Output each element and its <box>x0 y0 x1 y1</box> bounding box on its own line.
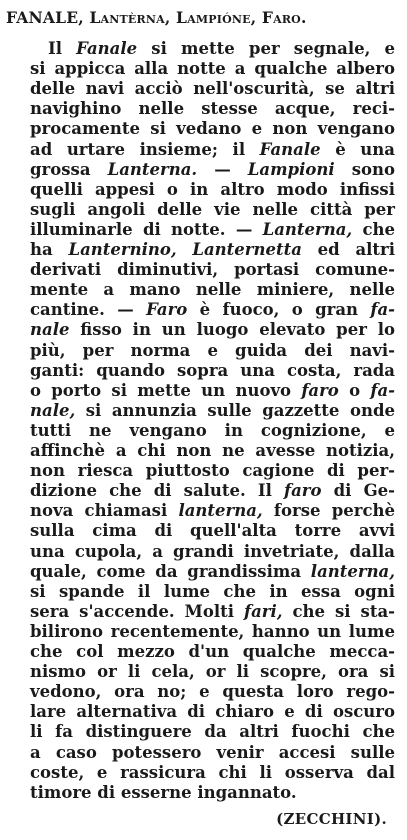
text-run: timore di esserne ingannato. <box>30 782 297 802</box>
text-run: o porto si mette un nuovo <box>30 380 302 400</box>
text-run: dizione che di salute. Il <box>30 481 285 501</box>
text-run: grossa <box>30 159 108 179</box>
text-run: cantine. — <box>30 300 147 320</box>
text-run: non riesca piuttosto cagione di per- <box>30 461 395 481</box>
text-run: una cupola, a grandi invetriate, dalla <box>30 541 395 561</box>
text-line <box>30 701 395 723</box>
text-run: sono <box>334 159 395 179</box>
text-run: Il <box>48 39 77 58</box>
text-run: quale, come da grandissima <box>30 561 311 581</box>
text-line <box>30 721 395 743</box>
italic-term: Lampioni <box>247 159 335 179</box>
italic-term: Fanale <box>76 39 138 58</box>
text-run: che col mezzo d'un qualche mecca- <box>30 642 395 661</box>
text-run: coste, e rassicura chi li osserva dal <box>30 762 395 782</box>
text-line <box>30 380 395 402</box>
text-run: nova chiamasi <box>30 501 179 521</box>
text-line <box>30 139 395 161</box>
text-run: nismo or li cela, or li scopre, ora si <box>30 662 395 682</box>
text-line <box>30 742 395 764</box>
text-run: navighino nelle stesse acque, reci- <box>30 99 395 119</box>
text-line <box>30 782 395 804</box>
text-run: mente a mano nelle miniere, nelle <box>30 280 395 300</box>
text-line <box>30 78 395 100</box>
text-run: sera s'accende. Molti <box>30 601 244 621</box>
text-line <box>30 199 395 221</box>
italic-term: faro <box>301 380 339 400</box>
text-run: sulla cima di quell'alta torre avvi <box>30 521 395 541</box>
text-run: quelli appesi o in altro modo infissi <box>30 179 395 199</box>
italic-term: nale <box>30 320 70 340</box>
entry-heading <box>6 8 404 27</box>
text-run: fisso in un luogo elevato per lo <box>69 320 395 340</box>
text-run: si mette per segnale, e <box>137 39 396 58</box>
italic-term: fa- <box>370 380 395 400</box>
text-run: affinchè a chi non ne avesse notizia, <box>30 441 395 460</box>
text-run: è fuoco, o gran <box>187 300 371 320</box>
italic-term: Fanale <box>259 139 321 159</box>
text-line <box>30 460 395 482</box>
text-run: a caso potessero venir accesi sulle <box>30 742 395 762</box>
text-line <box>30 340 395 362</box>
italic-term: lanterna, <box>310 561 395 581</box>
entry-synonym: Faro. <box>261 8 307 27</box>
text-line <box>30 259 395 281</box>
text-line <box>30 58 395 80</box>
text-run: ed altri <box>301 240 396 259</box>
italic-term: fa- <box>370 300 395 320</box>
text-run: illuminarle di notte. — <box>30 219 263 239</box>
italic-term: Lanternino, Lanternetta <box>68 240 302 259</box>
text-run: si annunzia sulle gazzette onde <box>75 400 395 420</box>
italic-term: Lanterna. <box>107 159 198 179</box>
text-run: forse perchè <box>262 501 395 521</box>
text-line <box>30 601 395 623</box>
text-run: che <box>352 219 395 239</box>
text-line <box>30 118 395 140</box>
italic-term: lanterna, <box>178 501 263 521</box>
text-line <box>30 159 395 181</box>
text-run: li fa distinguere da altri fuochi che <box>30 722 395 742</box>
text-line <box>30 239 395 261</box>
text-run: ad urtare insieme; il <box>30 139 260 159</box>
text-run: tutti ne vengano in cognizione, e <box>30 420 395 440</box>
text-line <box>30 319 395 341</box>
text-run: sugli angoli delle vie nelle città per <box>30 199 395 219</box>
author-signature: (ZECCHINI). <box>276 810 387 828</box>
text-run: più, per norma e guida dei navi- <box>30 340 395 360</box>
text-line <box>30 400 395 422</box>
text-run: si spande il lume che in essa ogni <box>30 581 395 601</box>
text-line <box>30 541 395 563</box>
text-line <box>30 219 395 241</box>
entry-synonym: Lampióne, <box>176 8 257 27</box>
text-line <box>30 762 395 784</box>
text-line <box>30 621 395 643</box>
text-line <box>30 581 395 603</box>
text-line <box>30 98 395 120</box>
text-line <box>30 420 395 442</box>
italic-term: Lanterna, <box>262 219 353 239</box>
text-line <box>30 179 395 201</box>
text-line <box>30 641 395 663</box>
entry-headword: FANALE, <box>6 8 84 27</box>
text-run: bilirono recentemente, hanno un lume <box>30 621 395 641</box>
text-line <box>30 299 395 321</box>
text-run: — <box>197 159 248 179</box>
text-line <box>30 561 395 583</box>
italic-term: faro <box>284 481 322 501</box>
text-run: delle navi acciò nell'oscurità, se altri <box>30 79 395 99</box>
italic-term: Faro <box>146 300 188 320</box>
text-run: lare alternativa di chiaro e di oscuro <box>30 702 395 722</box>
text-run: derivati diminutivi, portasi comune- <box>30 260 395 280</box>
text-line <box>30 360 395 382</box>
entry-synonym: Lantèrna, <box>89 8 171 27</box>
text-run: ganti: quando sopra una costa, rada <box>30 360 395 380</box>
text-line <box>30 681 395 703</box>
text-run: si appicca alla notte a qualche albero <box>30 59 395 79</box>
text-line <box>30 279 395 301</box>
text-run: è una <box>320 139 395 159</box>
text-line <box>30 440 395 462</box>
text-line <box>30 661 395 683</box>
text-run: di Ge- <box>321 481 396 501</box>
text-line <box>30 500 395 522</box>
text-run: o <box>338 380 371 400</box>
text-run: che si sta- <box>282 601 395 621</box>
text-line <box>30 480 395 502</box>
italic-term: fari, <box>243 601 283 621</box>
text-run: procamente si vedano e non vengano <box>30 119 395 139</box>
text-run: vedono, ora no; e questa loro rego- <box>30 682 395 702</box>
text-run: ha <box>30 240 69 259</box>
text-line <box>30 520 395 542</box>
text-line <box>48 38 395 60</box>
italic-term: nale, <box>30 400 76 420</box>
